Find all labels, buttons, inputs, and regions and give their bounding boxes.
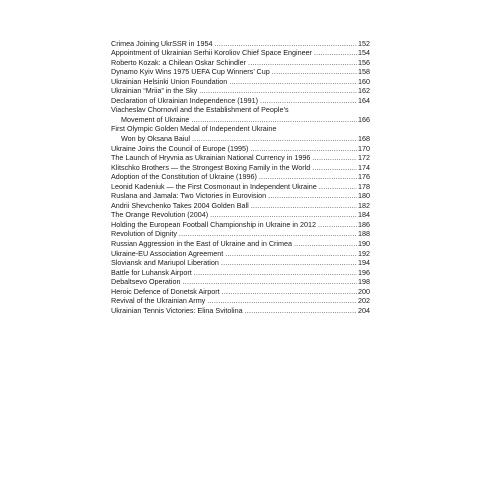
toc-entry-page: 164 — [358, 95, 370, 105]
toc-entry-title: Adoption of the Constitution of Ukraine (1996) — [111, 172, 257, 182]
toc-entry — [111, 182, 370, 192]
toc-entry — [111, 268, 370, 278]
toc-entry-page: 182 — [358, 200, 370, 210]
toc-entry — [111, 77, 370, 87]
toc-entry-page: 174 — [358, 162, 370, 172]
toc-entry-page: 196 — [358, 267, 370, 277]
toc-entry-page: 152 — [358, 38, 370, 48]
toc-entry-title: Appointment of Ukrainian Serhii Koroliov Chief Space Engineer — [111, 48, 312, 58]
table-of-contents — [111, 39, 370, 316]
toc-entry — [111, 67, 370, 77]
dot-leader — [221, 258, 357, 268]
dot-leader — [245, 306, 357, 316]
toc-entry — [111, 105, 370, 124]
dot-leader — [272, 67, 357, 77]
toc-entry-page: 188 — [358, 229, 370, 239]
toc-entry — [111, 153, 370, 163]
toc-entry-title: Dynamo Kyiv Wins 1975 UEFA Cup Winners’ Cup — [111, 67, 270, 77]
toc-entry-page: 198 — [358, 277, 370, 287]
toc-entry-page: 172 — [358, 153, 370, 163]
dot-leader — [192, 134, 357, 144]
toc-entry — [111, 239, 370, 249]
toc-entry-title: Revolution of Dignity — [111, 229, 177, 239]
toc-entry-title: Heroic Defence of Donetsk Airport — [111, 286, 220, 296]
toc-entry — [111, 306, 370, 316]
toc-entry — [111, 296, 370, 306]
toc-entry — [111, 48, 370, 58]
toc-entry-title: Roberto Kozak: a Chilean Oskar Schindler — [111, 57, 247, 67]
toc-entry-page: 180 — [358, 191, 370, 201]
toc-entry-title: Klitschko Brothers — the Strongest Boxing Family in the World — [111, 162, 311, 172]
toc-entry — [111, 210, 370, 220]
toc-entry-page: 154 — [358, 48, 370, 58]
toc-entry-title: Battle for Luhansk Airport — [111, 267, 192, 277]
dot-leader — [248, 58, 357, 68]
toc-entry-page: 166 — [358, 114, 370, 124]
toc-entry-title: Declaration of Ukrainian Independence (1991) — [111, 95, 259, 105]
toc-entry — [111, 287, 370, 297]
dot-leader — [222, 287, 357, 297]
toc-entry-page: 192 — [358, 248, 370, 258]
toc-entry-title: Crimea Joining UkrSSR in 1954 — [111, 38, 213, 48]
toc-entry-page: 168 — [358, 133, 370, 143]
toc-entry-title: Debaltsevo Operation — [111, 277, 181, 287]
toc-entry — [111, 201, 370, 211]
dot-leader — [268, 191, 357, 201]
dot-leader — [191, 115, 357, 125]
toc-entry-title-line1: Viacheslav Chornovil and the Establishment of People’s — [111, 105, 289, 115]
dot-leader — [294, 239, 357, 249]
toc-entry-page: 162 — [358, 86, 370, 96]
toc-entry — [111, 96, 370, 106]
toc-entry — [111, 172, 370, 182]
dot-leader — [179, 229, 357, 239]
toc-entry-page: 204 — [358, 305, 370, 315]
dot-leader — [259, 172, 357, 182]
toc-entry-page: 200 — [358, 286, 370, 296]
toc-entry — [111, 229, 370, 239]
toc-entry-title: Sloviansk and Mariupol Liberation — [111, 258, 219, 268]
toc-entry — [111, 191, 370, 201]
dot-leader — [260, 96, 357, 106]
toc-entry-title: Ukraine Joins the Council of Europe (1995) — [111, 143, 249, 153]
toc-entry — [111, 58, 370, 68]
toc-entry — [111, 258, 370, 268]
toc-entry-title-line1: First Olympic Golden Medal of Independent Ukraine — [111, 124, 277, 134]
toc-entry-title: The Launch of Hryvnia as Ukrainian National Currency in 1996 — [111, 153, 311, 163]
toc-entry-page: 184 — [358, 210, 370, 220]
dot-leader — [214, 39, 357, 49]
dot-leader — [251, 201, 357, 211]
dot-leader — [183, 277, 357, 287]
dot-leader — [207, 296, 357, 306]
dot-leader — [312, 153, 357, 163]
toc-entry — [111, 144, 370, 154]
toc-entry-page: 202 — [358, 296, 370, 306]
toc-entry-title: Won by Oksana Baiul — [121, 133, 190, 143]
toc-entry-title: Ukrainian Tennis Victories: Elina Svitolina — [111, 305, 243, 315]
toc-entry-page: 170 — [358, 143, 370, 153]
toc-entry — [111, 220, 370, 230]
toc-entry-continuation — [111, 134, 370, 144]
dot-leader — [318, 220, 357, 230]
dot-leader — [194, 268, 357, 278]
toc-entry-title: Leonid Kadeniuk — the First Cosmonaut in Independent Ukraine — [111, 181, 317, 191]
toc-entry-title: Ukrainian “Mriia” in the Sky — [111, 86, 198, 96]
toc-entry-page: 178 — [358, 181, 370, 191]
toc-entry — [111, 163, 370, 173]
toc-entry-title: Ukrainian Helsinki Union Foundation — [111, 76, 228, 86]
toc-entry-page: 194 — [358, 258, 370, 268]
toc-entry-title: Revival of the Ukrainian Army — [111, 296, 206, 306]
toc-entry-page: 186 — [358, 219, 370, 229]
toc-entry-title: Russian Aggression in the East of Ukraine and in Crimea — [111, 238, 292, 248]
toc-entry — [111, 249, 370, 259]
toc-entry-page: 190 — [358, 238, 370, 248]
toc-entry-title: Movement of Ukraine — [121, 114, 190, 124]
dot-leader — [314, 48, 357, 58]
toc-entry — [111, 86, 370, 96]
dot-leader — [199, 86, 357, 96]
toc-entry-title: Andrii Shevchenko Takes 2004 Golden Ball — [111, 200, 249, 210]
toc-entry-continuation — [111, 115, 370, 125]
toc-entry-page: 158 — [358, 67, 370, 77]
dot-leader — [210, 210, 357, 220]
dot-leader — [319, 182, 357, 192]
dot-leader — [229, 77, 357, 87]
toc-entry-page: 176 — [358, 172, 370, 182]
toc-entry-title: Holding the European Football Championship in Ukraine in 2012 — [111, 219, 316, 229]
toc-entry-page: 160 — [358, 76, 370, 86]
toc-entry — [111, 277, 370, 287]
toc-entry-title: Ukraine-EU Association Agreement — [111, 248, 224, 258]
dot-leader — [312, 163, 357, 173]
dot-leader — [250, 144, 357, 154]
toc-entry-title: The Orange Revolution (2004) — [111, 210, 209, 220]
toc-entry-title: Ruslana and Jamala: Two Victories in Eurovision — [111, 191, 267, 201]
toc-entry — [111, 39, 370, 49]
dot-leader — [225, 249, 357, 259]
toc-entry — [111, 124, 370, 143]
toc-entry-page: 156 — [358, 57, 370, 67]
